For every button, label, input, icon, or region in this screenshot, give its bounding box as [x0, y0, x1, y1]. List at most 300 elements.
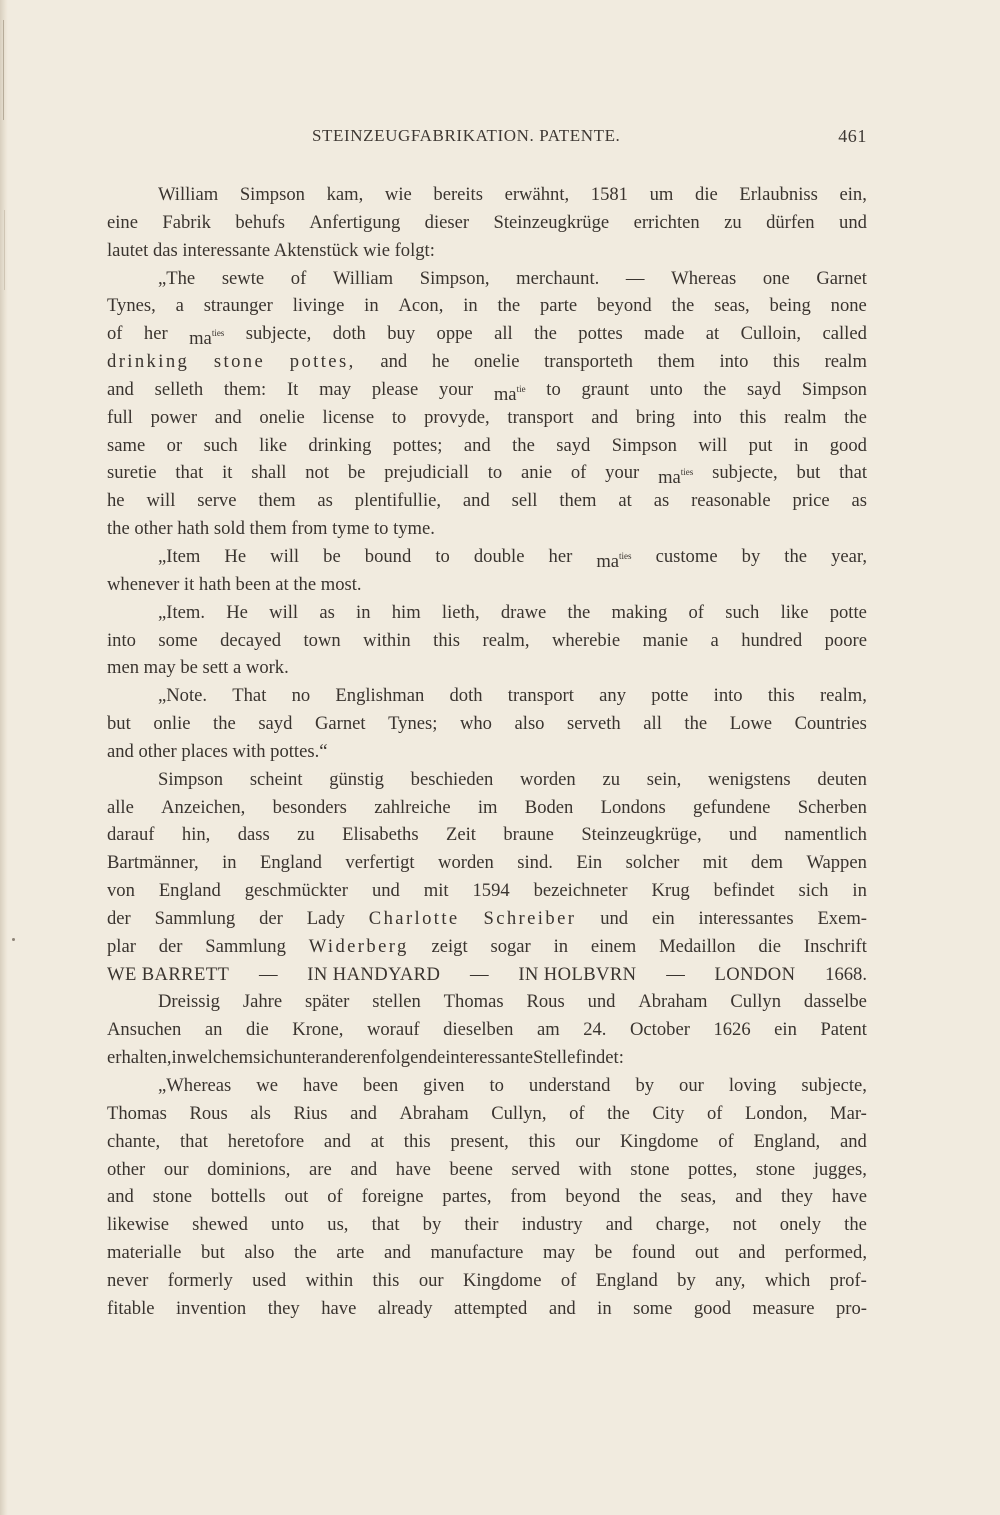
word-text: our — [679, 1075, 704, 1096]
word-text: already — [377, 1297, 433, 1319]
word-text: um — [649, 184, 674, 205]
word — [445, 1044, 533, 1072]
word-text: welchem — [186, 1047, 254, 1069]
word-text: like — [259, 434, 287, 456]
word-text: zu — [297, 824, 315, 846]
word-text: poore — [824, 629, 867, 651]
word — [852, 877, 866, 905]
word-text: Mar- — [830, 1102, 867, 1124]
word-text: bottells — [210, 1186, 266, 1208]
word-text: potte — [829, 601, 867, 623]
word — [204, 292, 273, 320]
word-text: never — [107, 1269, 149, 1291]
word — [534, 320, 557, 348]
text-line — [107, 1128, 867, 1156]
word-text: interessante — [445, 1047, 533, 1069]
word-text: will — [146, 490, 176, 512]
text-line — [107, 933, 867, 961]
word-text: prejudiciall — [384, 462, 469, 484]
word — [321, 1295, 356, 1323]
word — [205, 933, 286, 961]
word-text: invention — [175, 1297, 247, 1319]
word — [159, 877, 221, 905]
word-text: ma — [596, 550, 620, 572]
word — [671, 265, 736, 293]
word-text: Dreissig — [158, 991, 220, 1013]
word-text: deuten — [817, 768, 867, 790]
word-text: the — [497, 295, 521, 317]
word-text: by — [422, 1214, 442, 1236]
word-text: und — [600, 907, 629, 929]
word-text: of — [327, 1186, 343, 1208]
word-text: dominions, — [207, 1158, 291, 1180]
word-text: with — [578, 1158, 612, 1180]
word-text: Exem- — [817, 907, 867, 929]
word-text: and — [350, 1102, 377, 1124]
word-text: within — [363, 629, 411, 651]
word — [754, 1128, 821, 1156]
word-text: from — [510, 1186, 547, 1208]
word-text: as — [317, 490, 333, 512]
word — [656, 543, 718, 571]
word-text: onely — [779, 1214, 822, 1236]
word — [245, 877, 348, 905]
word — [575, 1044, 624, 1072]
word — [107, 376, 134, 404]
word — [579, 1156, 612, 1184]
word-text: worden — [438, 852, 494, 874]
word-text: same — [107, 434, 146, 456]
word-text: onelie — [259, 406, 305, 428]
word — [450, 1128, 508, 1156]
word-text: us, — [327, 1214, 349, 1236]
word-text: this — [403, 1130, 431, 1152]
word — [718, 1128, 734, 1156]
text-line — [107, 265, 867, 293]
word — [251, 459, 286, 487]
word — [327, 1183, 343, 1211]
word-text: the — [534, 323, 557, 345]
word — [710, 627, 718, 655]
word — [516, 265, 599, 293]
word-text: Medaillon — [659, 935, 736, 957]
word-text: within — [305, 1269, 354, 1291]
word-text: their — [464, 1214, 499, 1236]
word — [650, 376, 683, 404]
word — [515, 710, 545, 738]
word — [774, 1016, 797, 1044]
word — [643, 627, 688, 655]
text-line — [107, 1100, 867, 1128]
word — [433, 627, 460, 655]
word-text: jugges, — [813, 1158, 867, 1180]
word — [611, 599, 667, 627]
word — [107, 1100, 167, 1128]
word — [350, 1156, 377, 1184]
word-text: beene — [449, 1158, 493, 1180]
word-text: der — [107, 907, 131, 929]
word — [494, 209, 610, 237]
word-text: not — [305, 462, 329, 484]
word — [107, 1211, 169, 1239]
word — [411, 766, 494, 794]
word-text: and other places with pottes.“ — [107, 740, 328, 762]
word — [258, 487, 295, 515]
word — [600, 905, 628, 933]
word — [626, 849, 680, 877]
word — [364, 292, 378, 320]
word — [714, 682, 743, 710]
word-text: of — [718, 1130, 734, 1152]
word-text: given — [423, 1075, 465, 1096]
word — [831, 543, 867, 571]
word-text: hin, — [181, 824, 211, 846]
word — [292, 1016, 343, 1044]
body-text — [107, 181, 867, 1323]
word — [432, 933, 468, 961]
word — [107, 1128, 160, 1156]
word — [293, 292, 345, 320]
word-text: pottes — [578, 323, 623, 345]
word-text: our — [575, 1130, 601, 1152]
word-text: served — [511, 1158, 561, 1180]
word-text: sewte — [221, 267, 265, 289]
word — [490, 933, 530, 961]
word-text: have — [831, 1186, 867, 1208]
word-text: and — [350, 1158, 378, 1180]
word-text: der — [158, 935, 183, 957]
word-text: beyond — [565, 1186, 621, 1208]
word — [784, 543, 807, 571]
word — [335, 682, 424, 710]
text-line — [107, 1016, 867, 1044]
word — [512, 432, 535, 460]
word — [780, 1211, 821, 1239]
word — [652, 905, 675, 933]
word-text: lautet das interessante Aktenstück wie folgt: — [107, 239, 435, 261]
word — [392, 404, 406, 432]
word-text: die — [758, 935, 782, 957]
word-text: anie — [521, 462, 552, 484]
word — [596, 543, 631, 571]
word-text: may — [543, 1242, 576, 1264]
word — [656, 1211, 710, 1239]
word — [290, 348, 356, 376]
word — [327, 181, 364, 209]
word — [715, 1267, 745, 1295]
superscript-abbrev: ties — [680, 467, 694, 478]
word — [606, 1211, 633, 1239]
text-line — [107, 961, 867, 989]
text-line — [107, 1295, 867, 1323]
word — [806, 849, 866, 877]
word-text: geschmückter — [244, 880, 348, 902]
word-text: October — [630, 1019, 690, 1041]
word — [258, 710, 292, 738]
word — [291, 265, 307, 293]
word-text: ma — [189, 328, 212, 350]
word-text: chante, — [107, 1130, 161, 1152]
word-text: may — [319, 378, 352, 400]
word-text: Garnet — [314, 713, 366, 735]
word-text: dass — [237, 824, 270, 846]
word-text: license — [322, 406, 375, 428]
text-line — [107, 794, 867, 822]
word-text: worden — [519, 768, 576, 790]
word-text: günstig — [329, 768, 384, 790]
word — [294, 1239, 317, 1267]
word-text: besonders — [272, 796, 347, 818]
word-text: unter — [283, 1047, 322, 1069]
word-text: of — [570, 462, 587, 484]
word-text: good — [693, 1297, 732, 1319]
word-text: darauf — [107, 824, 155, 846]
word — [442, 599, 480, 627]
word-text: it — [222, 462, 233, 484]
word — [749, 432, 773, 460]
word-text: the — [512, 434, 535, 456]
word — [464, 432, 491, 460]
word-text: them: — [223, 378, 267, 400]
word — [345, 849, 414, 877]
text-line — [107, 571, 867, 599]
word-text: erhalten, — [107, 1047, 172, 1069]
word — [333, 320, 366, 348]
word-text: Stelle — [532, 1047, 576, 1069]
word-text: put — [748, 434, 773, 456]
word-text: found — [631, 1242, 676, 1264]
word-text: the — [294, 1242, 317, 1264]
word — [630, 1016, 690, 1044]
word-text: as — [653, 490, 670, 512]
word — [666, 961, 685, 989]
word-text: of — [706, 1102, 723, 1124]
word-text: Rius — [293, 1102, 328, 1124]
word-text: he — [107, 490, 125, 512]
word — [107, 320, 123, 348]
word — [213, 710, 236, 738]
word — [714, 292, 750, 320]
word-text: und — [729, 824, 757, 846]
word-text: „Item. — [158, 601, 205, 623]
word-text: wenigstens — [708, 768, 791, 790]
word — [703, 849, 728, 877]
word — [635, 1072, 654, 1100]
word — [253, 1044, 283, 1072]
word — [816, 265, 867, 293]
word — [259, 905, 283, 933]
word-text: to — [435, 545, 450, 567]
word — [652, 877, 690, 905]
word-text: sich — [798, 880, 829, 902]
word — [529, 1128, 556, 1156]
word — [146, 487, 175, 515]
text-line — [107, 599, 867, 627]
word — [597, 1295, 611, 1323]
word-text: 1594 — [472, 880, 510, 902]
word-text: William — [332, 267, 394, 289]
word — [544, 348, 633, 376]
word — [825, 348, 867, 376]
word — [155, 376, 204, 404]
word — [423, 1072, 464, 1100]
word — [725, 599, 759, 627]
word-text: oppe — [436, 323, 473, 345]
text-line — [107, 710, 867, 738]
word — [706, 320, 719, 348]
word-text: in — [852, 880, 867, 902]
word — [839, 209, 867, 237]
word — [384, 459, 469, 487]
word — [446, 821, 476, 849]
word — [581, 821, 701, 849]
word — [729, 821, 757, 849]
text-line — [107, 905, 867, 933]
word-text: Lowe — [729, 713, 773, 735]
word — [324, 1128, 351, 1156]
word-text: seas, — [714, 295, 750, 317]
text-line — [107, 682, 867, 710]
word — [180, 1128, 208, 1156]
word-text: Garnet — [816, 267, 867, 289]
word — [588, 988, 616, 1016]
word — [222, 265, 264, 293]
word-text: some — [158, 629, 198, 651]
word — [232, 682, 266, 710]
word-text: Cullyn, — [491, 1102, 547, 1124]
word-text: no — [291, 685, 311, 707]
word-text: sein, — [646, 768, 682, 790]
word-text: doth — [332, 323, 366, 345]
word — [681, 1183, 717, 1211]
word-text: into — [713, 685, 743, 707]
word-text: der — [259, 907, 283, 929]
word — [659, 933, 735, 961]
word — [363, 627, 411, 655]
word-text: this — [433, 629, 461, 651]
word-text: realm, — [819, 685, 867, 707]
superscript-abbrev: ties — [211, 328, 225, 339]
word — [197, 487, 236, 515]
word-text: Anzeichen, — [161, 796, 246, 818]
word — [766, 209, 815, 237]
word — [730, 710, 772, 738]
word — [305, 459, 329, 487]
word-text: and — [463, 434, 491, 456]
word-text: graunt — [581, 378, 630, 400]
word — [355, 487, 441, 515]
word — [464, 1211, 498, 1239]
word-text: this — [372, 1269, 400, 1291]
text-line — [107, 292, 867, 320]
word-text: worauf — [366, 1019, 420, 1041]
word-text: LONDON — [714, 963, 796, 985]
word-text: suretie — [107, 462, 157, 484]
word — [565, 1183, 620, 1211]
word — [650, 181, 674, 209]
word-text: also — [244, 1242, 275, 1264]
word — [478, 794, 498, 822]
word — [684, 710, 707, 738]
word — [270, 543, 299, 571]
word — [392, 599, 421, 627]
word-text: to — [489, 1075, 504, 1096]
word — [768, 682, 795, 710]
word-text: fitable — [107, 1297, 155, 1319]
word-text: a — [175, 295, 184, 317]
text-line — [107, 515, 867, 543]
word — [153, 1183, 192, 1211]
word-text: onelie — [474, 351, 520, 373]
text-line — [107, 1267, 867, 1295]
word-text: IN HANDYARD — [307, 963, 441, 985]
word-text: Kingdome — [463, 1269, 542, 1291]
word — [804, 988, 867, 1016]
word — [740, 404, 767, 432]
word — [238, 821, 270, 849]
word-text: and — [735, 1186, 763, 1208]
word — [107, 905, 131, 933]
word-text: Simpson, — [419, 267, 490, 289]
word-text: braune — [503, 824, 554, 846]
word-text: not — [732, 1214, 757, 1236]
word — [578, 320, 622, 348]
word — [250, 1100, 271, 1128]
word-text: Krug — [651, 880, 690, 902]
word — [784, 404, 826, 432]
text-line — [107, 1072, 867, 1100]
word-text: ma — [493, 383, 517, 405]
word-text: 1626 — [713, 1019, 751, 1041]
word — [753, 1295, 815, 1323]
word — [830, 599, 867, 627]
word — [307, 905, 345, 933]
word-text: Scherben — [797, 796, 867, 818]
word — [773, 348, 800, 376]
word — [309, 209, 400, 237]
word-text: by — [741, 545, 761, 567]
word-text: pro- — [835, 1297, 867, 1319]
word — [259, 404, 304, 432]
word-text: by — [635, 1075, 655, 1096]
word-text: and — [738, 1242, 766, 1264]
word — [596, 1267, 658, 1295]
word-text: 24. — [583, 1019, 607, 1041]
word — [398, 292, 443, 320]
word — [107, 961, 229, 989]
word-text: to — [546, 378, 561, 400]
word — [844, 404, 867, 432]
text-line — [107, 1044, 867, 1072]
text-line — [107, 237, 867, 265]
text-line — [107, 348, 867, 376]
word-text: have — [395, 1158, 431, 1180]
word-text: subjecte, — [712, 462, 778, 484]
word-text: Lady — [306, 907, 345, 929]
word — [494, 376, 526, 404]
page-number: 461 — [838, 126, 867, 146]
word-text: sayd — [747, 378, 782, 400]
word — [273, 794, 347, 822]
word — [107, 571, 362, 599]
word-text: London, — [745, 1102, 808, 1124]
word-text: beyond — [596, 295, 652, 317]
word — [561, 1267, 577, 1295]
word-text: lieth, — [441, 601, 480, 623]
text-line — [107, 209, 867, 237]
word-text: in — [171, 1047, 186, 1069]
word-text: Culloin, — [740, 323, 802, 345]
